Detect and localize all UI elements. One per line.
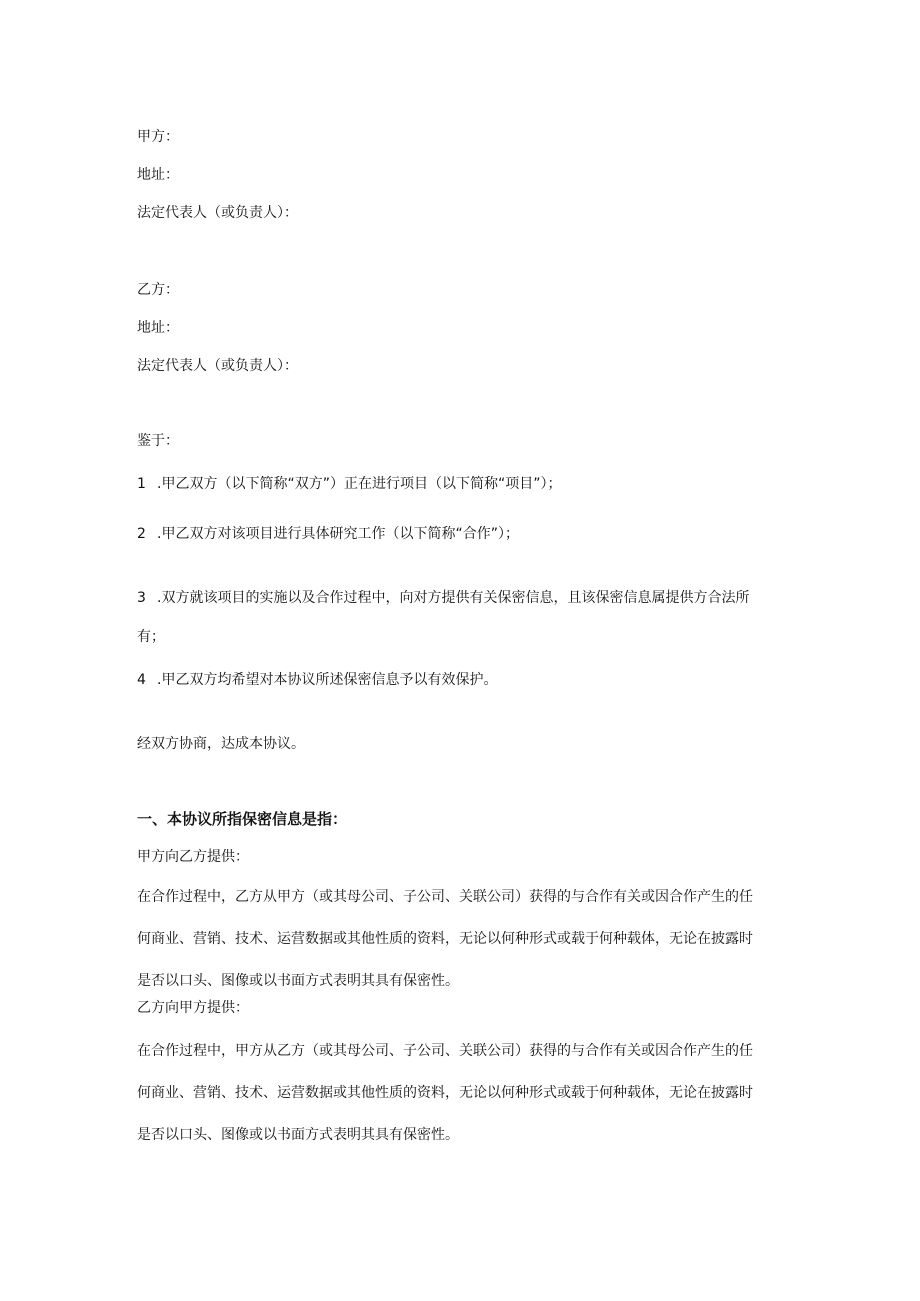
recital-text: .甲乙双方均希望对本协议所述保密信息予以有效保护。 [157,672,498,688]
recital-text: .甲乙双方对该项目进行具体研究工作（以下简称“合作”）； [157,526,519,542]
a-to-b-label: 甲方向乙方提供： [137,849,249,865]
b-to-a-paragraph [137,1030,787,1156]
recital-item-3-continuation: 有； [137,629,165,645]
party-a-label: 甲方： [137,129,179,145]
paragraph-line: 在合作过程中，甲方从乙方（或其母公司、子公司、关联公司）获得的与合作有关或因合作产生的任 [137,1043,753,1059]
recital-number: 1 [137,476,146,492]
paragraph-line: 是否以口头、图像或以书面方式表明其具有保密性。 [137,1127,459,1143]
recital-number: 4 [137,672,146,688]
party-a-representative: 法定代表人（或负责人）： [137,205,298,221]
recital-number: 3 [137,590,146,606]
party-a-address: 地址： [137,167,179,183]
paragraph-line: 何商业、营销、技术、运营数据或其他性质的资料，无论以何种形式或载于何种载体，无论在披露时 [137,931,753,947]
b-to-a-label: 乙方向甲方提供： [137,1000,249,1016]
recitals-title: 鉴于： [137,433,179,449]
paragraph-line: 在合作过程中，乙方从甲方（或其母公司、子公司、关联公司）获得的与合作有关或因合作产生的任 [137,889,753,905]
party-b-label: 乙方： [137,282,179,298]
recital-number: 2 [137,526,146,542]
recital-text: .甲乙双方（以下简称“双方”）正在进行项目（以下简称“项目”）； [157,476,562,492]
recital-item-2 [137,524,519,544]
recital-item-4 [137,670,497,690]
recital-text: .双方就该项目的实施以及合作过程中，向对方提供有关保密信息，且该保密信息属提供方合法所 [157,590,750,606]
party-b-address: 地址： [137,320,179,336]
paragraph-line: 是否以口头、图像或以书面方式表明其具有保密性。 [137,973,459,989]
party-b-representative: 法定代表人（或负责人）： [137,358,298,374]
recitals-conclusion: 经双方协商，达成本协议。 [137,736,305,752]
recital-item-3 [137,588,749,608]
recital-item-1 [137,474,561,494]
section-1-heading: 一、本协议所指保密信息是指： [137,810,348,828]
a-to-b-paragraph [137,876,787,1002]
paragraph-line: 何商业、营销、技术、运营数据或其他性质的资料，无论以何种形式或载于何种载体，无论在披露时 [137,1085,753,1101]
